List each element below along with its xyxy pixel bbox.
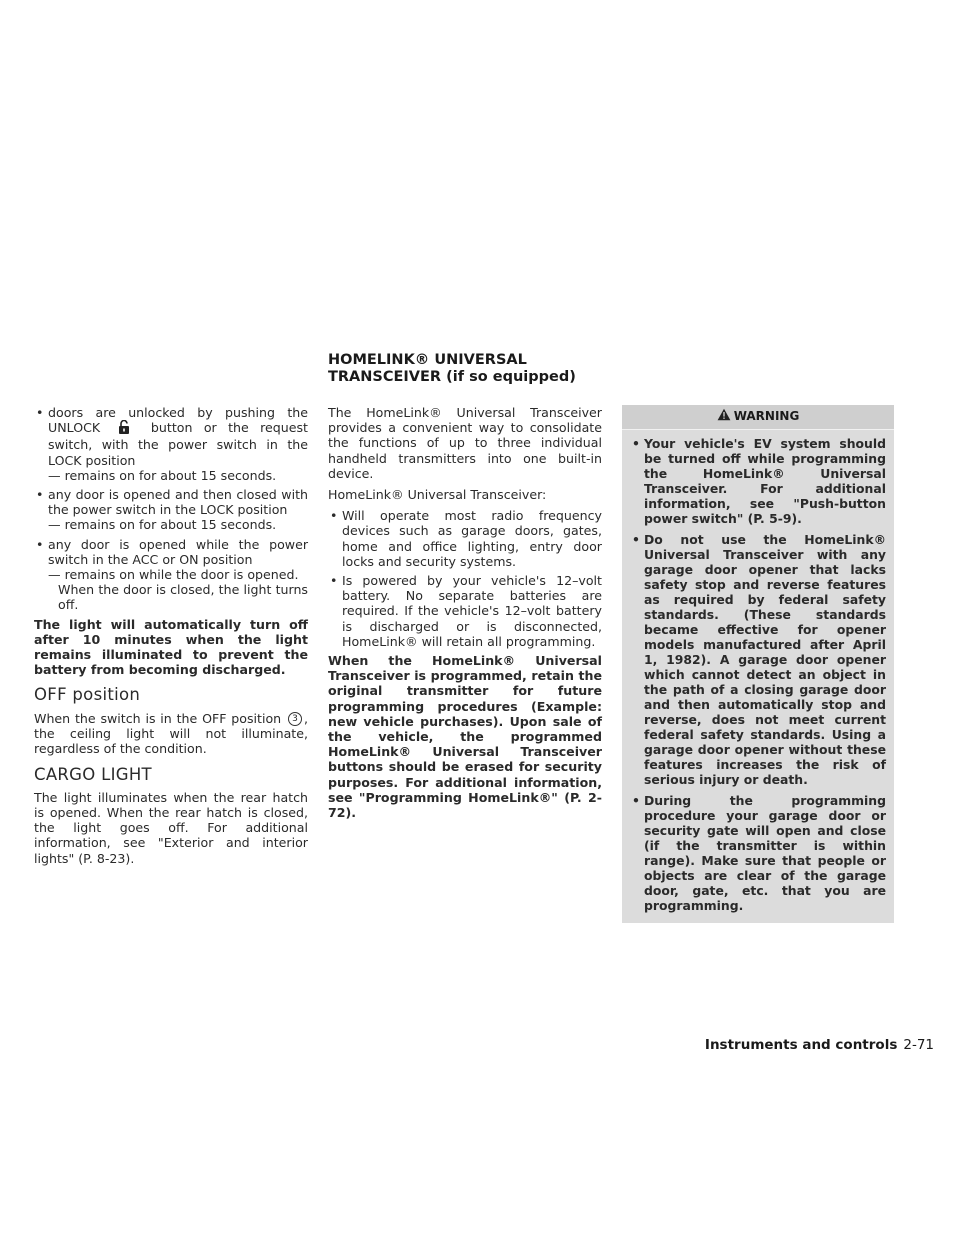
section-heading [328,352,628,386]
homelink-programming-note: When the HomeLink® Universal Transceiver is programmed, retain the original transmitter for future programming procedures (Example: new vehicle purchases). Upon sale of the vehicle, the programmed HomeLink® Universal Transceiver buttons should be erased for security purposes. For additional information, see "Programming HomeLink®" (P. 2-72). [328,653,602,821]
warning-item: • Your vehicle's EV system should be turned off while programming the HomeLink® Universal Transceiver. For additional information, see "Push-button power switch" (P. 5-9). [622,436,894,526]
off-position-text [34,711,308,757]
warning-box [622,405,894,923]
bullet-text: any door is opened while the power switch in the ACC or ON position [48,536,308,567]
warning-icon [717,408,734,425]
cargo-light-text: The light illuminates when the rear hatch is opened. When the rear hatch is closed, the light goes off. For additional information, see "Exterior and interior lights" (P. 8-23). [34,789,308,866]
page-number: 2-71 [903,1037,934,1053]
page-footer [705,1037,934,1053]
off-position-heading: OFF position [34,685,141,705]
unlock-icon [118,420,130,437]
warning-title: WARNING [733,409,800,424]
footer-chapter-title: Instruments and controls [704,1037,898,1053]
auto-off-note: The light will automatically turn off after 10 minutes when the light remains illuminated to prevent the battery from becoming discharged. [34,616,308,678]
homelink-label: HomeLink® Universal Transceiver: [328,487,547,503]
left-column [34,405,308,872]
right-column [622,405,894,923]
bullet-text: button or the request switch, with the power switch in the LOCK position [48,420,308,468]
bullet-text: doors are unlocked by pushing the [48,405,308,420]
bullet-door-closed [34,487,308,533]
bullet-text: any door is opened and then closed with the power switch in the LOCK position [48,487,308,518]
bullet-subtext: When the door is closed, the light turns off. [58,582,308,613]
off-text-a: When the switch is in the OFF position [34,710,282,726]
homelink-bullet-frequency: • Will operate most radio frequency devices such as garage doors, gates, home and office lighting, entry door locks and security systems. [328,508,602,569]
middle-column [328,405,602,826]
cargo-light-heading: CARGO LIGHT [34,764,152,784]
unlock-label: UNLOCK [48,420,101,436]
warning-header [622,405,894,430]
warning-item: • During the programming procedure your garage door or security gate will open and close (if the transmitter is within range). Make sure that people or objects are clear of the garage door, gate, etc. that you are programming. [622,793,894,913]
bullet-unlock [34,405,308,483]
bullet-subtext: — remains on while the door is opened. [48,567,299,583]
bullet-subtext: — remains on for about 15 seconds. [48,517,277,533]
warning-item: • Do not use the HomeLink® Universal Transceiver with any garage door opener that lacks safety stop and reverse features as required by federal safety standards. (These standards became effective for opener models manufactured after April 1, 1982). A garage door opener which cannot detect an object in the path of a closing garage door and then automatically stop and reverse, does not meet current federal safety standards. Using a garage door opener without these features increases the risk of serious injury or death. [622,532,894,787]
bullet-subtext: — remains on for about 15 seconds. [48,467,277,483]
heading-line-1: HOMELINK® UNIVERSAL [328,352,527,368]
heading-line-2: TRANSCEIVER (if so equipped) [328,369,576,385]
homelink-intro: The HomeLink® Universal Transceiver provides a convenient way to consolidate the functions of up to three individual handheld transmitters into one built-in device. [328,405,602,481]
homelink-bullet-battery: • Is powered by your vehicle's 12–volt battery. No separate batteries are required. If the vehicle's 12–volt battery is discharged or is disconnected, HomeLink® will retain all programming. [328,573,602,649]
off-text-b: , the ceiling light will not illuminate, regardless of the condition. [34,710,308,757]
callout-number-icon: 3 [288,712,302,726]
bullet-door-opened [34,537,308,613]
